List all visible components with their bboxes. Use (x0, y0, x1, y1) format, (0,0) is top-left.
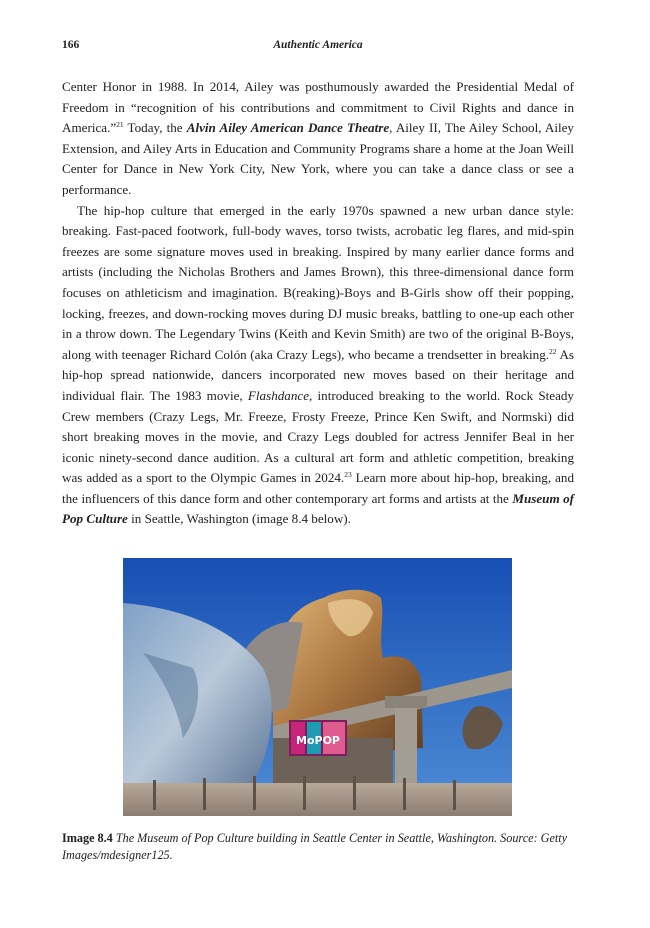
museum-illustration (123, 558, 512, 816)
running-title: Authentic America (273, 39, 363, 51)
text-run: , Ailey II, The Ailey School, Ailey Extension, and Ailey Arts in Education and Community Programs share a home at the Joan Weill Center for Dance in New York City, New York, where you can take a dance class or see a performance. (62, 120, 574, 197)
monorail-pillar-top (385, 696, 427, 708)
text-run: Today, the (123, 120, 187, 136)
footnote-ref-21: 21 (116, 120, 124, 130)
footnote-ref-22: 22 (549, 346, 557, 356)
page-number: 166 (62, 39, 80, 51)
text-run: in Seattle, Washington (image 8.4 below). (127, 511, 351, 527)
caption-label: Image 8.4 (62, 831, 113, 845)
page-header (62, 39, 574, 57)
figure-caption (62, 830, 574, 864)
text-run: Center Honor in 1988. In 2014, Ailey was posthumously awarded the Presidential Medal of Freedom in “recognition of his contributions and commitment to Civil Rights and dance in America.” (62, 79, 574, 136)
text-run: As hip-hop spread nationwide, dancers incorporated new moves based on their heritage and individual flair. The 1983 movie, (62, 346, 575, 403)
movie-title: Flashdance (247, 387, 310, 403)
sign-text: MoPOP (296, 734, 340, 747)
paragraph-hiphop (62, 201, 574, 531)
paragraph-ailey (62, 77, 574, 201)
text-run: The hip-hop culture that emerged in the early 1970s spawned a new urban dance style: breaking. Fast-paced footwork, full-body waves, torso twists, acrobatic leg flares, and mid-spin freezes are some signature moves used in breaking. Inspired by many earlier dance forms and artists (including the Nicholas Brothers and James Brown), this three-dimensional dance form focuses on athleticism and imagination. B(reaking)-Boys and B-Girls show off their popping, locking, freezes, and down-rocking moves during DJ music breaks, battling to one-up each other in a throw down. The Legendary Twins (Keith and Kevin Smith) are two of the original B-Boys, along with teenager Richard Colón (aka Crazy Legs), who became a trendsetter in breaking. (62, 202, 574, 362)
body-text (62, 77, 574, 530)
mopop-name: Museum of Pop Culture (62, 490, 574, 527)
footnote-ref-23: 23 (344, 470, 352, 480)
ailey-theatre-name: Alvin Ailey American Dance Theatre (186, 120, 390, 136)
text-run: Learn more about hip-hop, breaking, and the influencers of this dance form and other contemporary art forms and artists at the (62, 470, 574, 506)
caption-text: The Museum of Pop Culture building in Seattle Center in Seattle, Washington. Source: Getty Images/mdesigner125. (62, 831, 568, 862)
text-run: , introduced breaking to the world. Rock Steady Crew members (Crazy Legs, Mr. Freeze, Frosty Freeze, Prince Ken Swift, and Normski) did short breaking moves in the movie, and Crazy Legs doubled for actress Jennifer Beal in her iconic ninety-second dance audition. As a cultural art form and athletic competition, breaking was added as a sport to the Olympic Games in 2024. (62, 387, 574, 486)
museum-photo (123, 558, 512, 816)
